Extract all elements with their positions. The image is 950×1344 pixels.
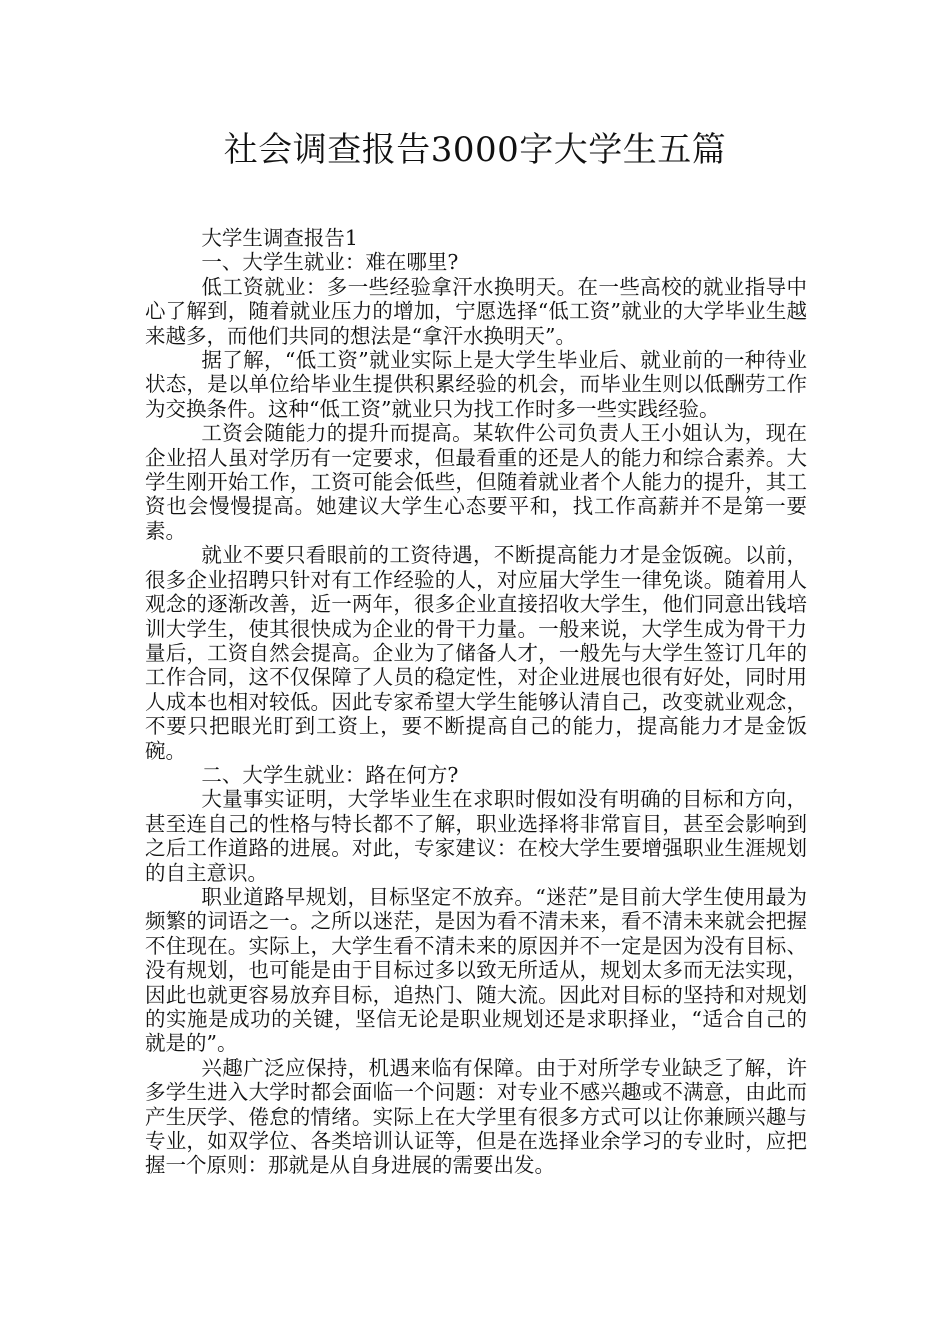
paragraph: 工资会随能力的提升而提高。某软件公司负责人王小姐认为，现在企业招人虽对学历有一定要求，但最看重的还是人的能力和综合素养。大学生刚开始工作，工资可能会低些，但随着就业者个人能力的提升，其工资也会慢慢提高。她建议大学生心态要平和，找工作高薪并不是第一要素。 <box>145 421 807 543</box>
paragraph: 就业不要只看眼前的工资待遇，不断提高能力才是金饭碗。以前，很多企业招聘只针对有工作经验的人，对应届大学生一律免谈。随着用人观念的逐渐改善，近一两年，很多企业直接招收大学生，他们同意出钱培训大学生，使其很快成为企业的骨干力量。一般来说，大学生成为骨干力量后，工资自然会提高。企业为了储备人才，一般先与大学生签订几年的工作合同，这不仅保障了人员的稳定性，对企业进展也很有好处，同时用人成本也相对较低。因此专家希望大学生能够认清自己，改变就业观念，不要只把眼光盯到工资上，要不断提高自己的能力，提高能力才是金饭碗。 <box>145 543 807 763</box>
paragraph: 兴趣广泛应保持，机遇来临有保障。由于对所学专业缺乏了解，许多学生进入大学时都会面临一个问题：对专业不感兴趣或不满意，由此而产生厌学、倦怠的情绪。实际上在大学里有很多方式可以让你兼顾兴趣与专业，如双学位、各类培训认证等，但是在选择业余学习的专业时，应把握一个原则：那就是从自身进展的需要出发。 <box>145 1055 807 1178</box>
paragraph: 低工资就业：多一些经验拿汗水换明天。在一些高校的就业指导中心了解到，随着就业压力的增加，宁愿选择“低工资”就业的大学毕业生越来越多，而他们共同的想法是“拿汗水换明天”。 <box>145 274 807 348</box>
paragraph: 职业道路早规划，目标坚定不放弃。“迷茫”是目前大学生使用最为频繁的词语之一。之所以迷茫，是因为看不清未来，看不清未来就会把握不住现在。实际上，大学生看不清未来的原因并不一定是因为没有目标、没有规划，也可能是由于目标过多以致无所适从，规划太多而无法实现，因此也就更容易放弃目标，追热门、随大流。因此对目标的坚持和对规划的实施是成功的关键，坚信无论是职业规划还是求职择业，“适合自己的就是的”。 <box>145 884 807 1056</box>
paragraph: 据了解，“低工资”就业实际上是大学生毕业后、就业前的一种待业状态，是以单位给毕业生提供积累经验的机会，而毕业生则以低酬劳工作为交换条件。这种“低工资”就业只为找工作时多一些实践经验。 <box>145 348 807 421</box>
document-body <box>145 226 807 1178</box>
paragraph: 大量事实证明，大学毕业生在求职时假如没有明确的目标和方向，甚至连自己的性格与特长都不了解，职业选择将非常盲目，甚至会影响到之后工作道路的进展。对此，专家建议：在校大学生要增强职业生涯规划的自主意识。 <box>145 787 807 885</box>
section-heading-1: 一、大学生就业：难在哪里? <box>201 250 459 275</box>
report-label: 大学生调查报告1 <box>201 226 358 250</box>
document-title: 社会调查报告3000字大学生五篇 <box>223 130 727 170</box>
section-heading-2: 二、大学生就业：路在何方? <box>201 762 459 787</box>
